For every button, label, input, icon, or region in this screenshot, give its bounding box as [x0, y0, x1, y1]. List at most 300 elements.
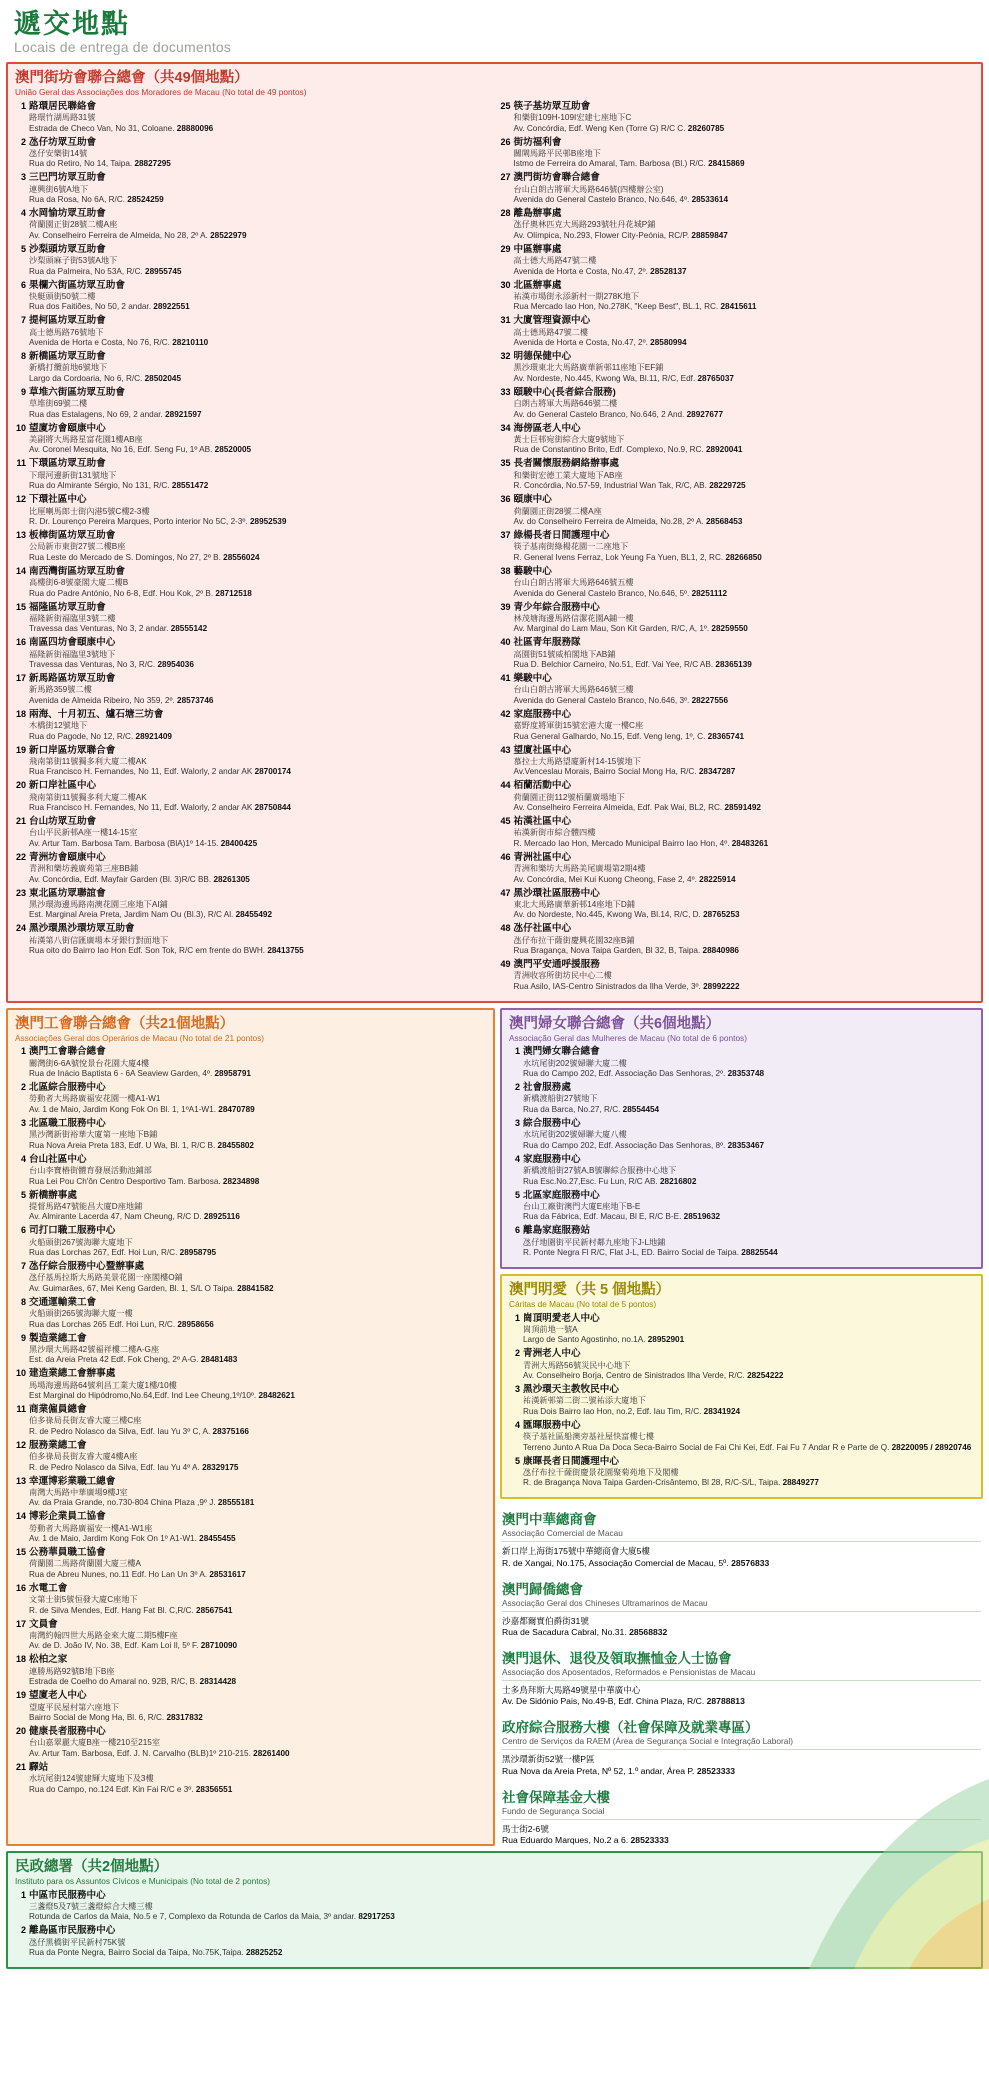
list-item [15, 1476, 486, 1509]
list-item [15, 1046, 486, 1079]
list-item [15, 1154, 486, 1187]
list-item [15, 1368, 486, 1401]
item-telephone: 28259550 [711, 624, 748, 634]
item-telephone: 28825252 [245, 1948, 283, 1958]
plain-title-pt: Associação dos Aposentados, Reformados e Pensionistas de Macau [502, 1667, 756, 1678]
item-telephone: 28356551 [195, 1784, 233, 1794]
item-number: 5 [20, 1189, 26, 1200]
item-telephone: 28261305 [213, 874, 250, 884]
item-address-pt: Rua dos Faitiões, No 50, 2 andar. 28922551 [29, 302, 190, 312]
item-name-cn: 青洲社區中心 [513, 851, 572, 863]
item-name-cn: 中區市民服務中心 [29, 1889, 106, 1901]
item-name-cn: 社會服務處 [523, 1082, 571, 1094]
item-body [29, 709, 490, 742]
item-address-cn: 伯多祿局長街友睿大廈三樓C座 [29, 1416, 142, 1426]
item-telephone: 28251112 [691, 588, 728, 598]
item-body [29, 1762, 486, 1795]
item-address-pt: Av. Olímpica, No.293, Flower City-Peónia, RC/P. 28859847 [513, 230, 728, 240]
section-operarios [6, 1008, 495, 1846]
list-item [15, 1082, 486, 1115]
item-address-cn: 伯多祿局長街友睿大廈4樓A座 [29, 1452, 138, 1462]
item-address-cn: 荷蘭園正街112號栢蘭廣場地下 [513, 792, 625, 802]
item-address-cn: 氹仔布拉干薩街慶興花園32座B鋪 [513, 935, 635, 945]
item-address-cn: 關閘馬路平民邨B座地下 [513, 148, 601, 158]
item-number: 8 [20, 1296, 26, 1307]
item-address-pt: Rua da Fábrica, Edf. Macau, Bl E, R/C B-E. 28519632 [523, 1212, 721, 1222]
list-item [509, 1190, 974, 1223]
plain-section [500, 1716, 983, 1776]
item-telephone: 28580994 [650, 338, 687, 348]
list-item [500, 602, 975, 635]
item-name-cn: 新口岸社區中心 [29, 780, 97, 792]
item-address-cn: 青洲和樂坊大馬路美尾廣場第2期4樓 [513, 864, 646, 874]
item-name-cn: 建造業總工會辦事處 [29, 1368, 116, 1380]
item-number: 37 [500, 530, 511, 541]
item-number: 20 [15, 780, 26, 791]
item-number: 8 [20, 351, 26, 362]
item-address-cn: 台山工廠街澳門大廈E座地下B-E [523, 1201, 641, 1211]
item-name-cn: 長者關懷服務網絡辦事處 [513, 458, 620, 470]
item-address-cn: 嘉野度將軍街15號宏港大廈一樓C座 [513, 721, 644, 731]
item-address-cn: 木橋街12號地下 [29, 721, 88, 731]
item-telephone: 28481483 [200, 1355, 238, 1365]
item-body [29, 530, 490, 563]
item-name-cn: 交通運輸業工會 [29, 1296, 97, 1308]
plain-address-pt: Rua de Sacadura Cabral, No.31. 28568832 [502, 1626, 668, 1637]
item-telephone: 28555142 [170, 624, 208, 634]
item-address-pt: Rua da Palmeira, No 53A, R/C. 28955745 [29, 266, 182, 276]
item-address-cn: 氹仔安樂街14號 [29, 148, 88, 158]
list-item [15, 458, 490, 491]
item-name-cn: 東北區坊眾聯誼會 [29, 887, 106, 899]
item-body [29, 888, 490, 921]
item-body [514, 387, 975, 420]
item-body [29, 1046, 486, 1079]
section-subtitle: Instituto para os Assuntos Cívicos e Municipais (No total de 2 pontos) [15, 1876, 271, 1887]
item-address-pt: Av. Guimarães, 67, Mei Keng Garden, Bl. 1, S/L O Taipa. 28841582 [29, 1283, 274, 1293]
item-number: 2 [20, 136, 26, 147]
item-address-cn: 慕拉士大馬路望廈新村14-15號地下 [513, 756, 641, 766]
section-subtitle: Cáritas de Macau (No total de 5 pontos) [509, 1299, 657, 1310]
plain-address-cn: 沙嘉都爾實伯爵街31號 [502, 1615, 589, 1626]
item-number: 36 [500, 494, 511, 505]
item-address-pt: Rua Asilo, IAS-Centro Sinistrados da Ilha Verde, 3º. 28992222 [513, 981, 740, 991]
item-telephone: 28922551 [153, 302, 190, 312]
plain-section [500, 1578, 983, 1638]
item-name-cn: 兩海、十月初五、爐石塘三坊會 [29, 708, 164, 720]
entry-list-civicos [15, 1890, 974, 1959]
list-item [15, 1297, 486, 1330]
item-name-cn: 板樟街區坊眾互助會 [29, 530, 116, 542]
item-name-cn: 北區辦事處 [513, 279, 562, 291]
item-name-cn: 祐漢社區中心 [513, 816, 572, 828]
item-address-pt: Rua de Abreu Nunes, no.11 Edf. Ho Lan Un 3º A. 28531617 [29, 1569, 246, 1579]
plain-title-cn: 政府綜合服務大樓（社會保障及就業專區） [502, 1720, 759, 1736]
section-header-mulheres [509, 1015, 974, 1043]
section-title: 民政總署（共2個地點） [15, 1859, 169, 1876]
divider [502, 1611, 981, 1612]
list-item [15, 1118, 486, 1151]
item-address-cn: 新橋渡船街27號A,B號聯綜合服務中心地下 [523, 1166, 677, 1176]
list-item [509, 1384, 974, 1417]
item-address-cn: 和樂街109H-109I宏建七座地下C [513, 113, 632, 123]
item-address-pt: R. de Silva Mendes, Edf. Hang Fat Bl. C,R/C. 28567541 [29, 1605, 233, 1615]
plain-telephone: 28523333 [696, 1765, 736, 1776]
list-item [500, 494, 975, 527]
item-number: 13 [15, 1475, 26, 1486]
item-telephone: 28859847 [691, 230, 728, 240]
item-address-cn: 望廈平民屋村第六座地下 [29, 1702, 120, 1712]
item-name-cn: 南西灣街區坊眾互助會 [29, 565, 125, 577]
list-item [500, 566, 975, 599]
item-address-cn: 福隆新街福臨里3號二樓 [29, 613, 116, 623]
item-number: 30 [500, 279, 511, 290]
item-address-pt: Av. do General Castelo Branco, No.646, 2 And. 28927677 [513, 409, 724, 419]
item-name-cn: 福隆區坊眾互助會 [29, 601, 106, 613]
item-address-cn: 荷蘭園二馬路荷蘭園大廈三樓A [29, 1559, 141, 1569]
section-civicos [6, 1851, 983, 1969]
item-address-cn: 台山嘉翠麗大廈B座一樓210至215室 [29, 1738, 161, 1748]
item-name-cn: 離島家庭服務站 [523, 1225, 591, 1237]
item-address-cn: 比厘喇馬郎士街內港5號C樓2-3樓 [29, 506, 150, 516]
item-name-cn: 街坊福利會 [513, 136, 562, 148]
item-address-cn: 水坑尾街124號建輝大廈地下及3樓 [29, 1774, 154, 1784]
item-address-cn: 火船頭街267號海聯大廈地下 [29, 1237, 133, 1247]
item-body [514, 315, 975, 348]
item-name-cn: 社區青年服務隊 [513, 637, 581, 649]
item-address-pt: Est Marginal do Hipódromo,No.64,Edf. Ind Lee Cheung,1º/10º. 28482621 [29, 1391, 295, 1401]
plain-section [500, 1647, 983, 1707]
list-item [15, 816, 490, 849]
item-name-cn: 松柏之家 [29, 1654, 68, 1666]
item-telephone: 28531617 [209, 1569, 246, 1579]
item-number: 6 [20, 1225, 26, 1236]
item-body [514, 208, 975, 241]
item-address-cn: 台山白朗古將軍大馬路646號五樓 [513, 578, 634, 588]
item-body [514, 637, 975, 670]
item-address-pt: R. de Pedro Nolasco da Silva, Edf. Iau Yu 4º A. 28329175 [29, 1462, 239, 1472]
plain-title-cn: 澳門退休、退役及領取撫恤金人士協會 [502, 1651, 732, 1667]
list-item [15, 1190, 486, 1223]
item-address-cn: 祐漢新邨第二街二號祐添大廈地下 [523, 1396, 646, 1406]
item-address-pt: Av. Artur Tam. Barbosa, Edf. J. N. Carvalho (BLB)1º 210-215. 28261400 [29, 1748, 290, 1758]
item-number: 17 [15, 673, 26, 684]
item-address-cn: 快艇頭街50號二樓 [29, 291, 96, 301]
item-telephone: 28927677 [686, 409, 724, 419]
item-body [514, 780, 975, 813]
item-number: 18 [15, 708, 26, 719]
item-address-cn: 黑沙環東北大馬路廣華新邨11座地下EF鋪 [513, 363, 664, 373]
item-telephone: 28413755 [267, 946, 304, 956]
item-body [29, 458, 490, 491]
item-name-cn: 青少年綜合服務中心 [513, 601, 600, 613]
item-telephone: 28353467 [727, 1140, 765, 1150]
plain-address-cn: 馬士街2-6號 [502, 1823, 549, 1834]
list-item [15, 530, 490, 563]
item-address-cn: 三盞燈5及7號三盞燈綜合大樓三樓 [29, 1901, 153, 1911]
item-name-cn: 下環社區中心 [29, 494, 87, 506]
item-number: 3 [514, 1117, 520, 1128]
item-address-pt: Rua Mercado Iao Hon, No.278K, "Keep Best", BL.1, RC. 28415611 [513, 302, 757, 312]
item-address-pt: Av. Conselheiro Ferreira Almeida, Edf. Pak Wai, BL2, RC. 28591492 [513, 803, 761, 813]
item-body [523, 1456, 974, 1489]
item-address-cn: 新橋打纜前地6號地下 [29, 363, 108, 373]
item-address-cn: 下環河邊新街131號地下 [29, 470, 117, 480]
item-address-cn: 文第士街5號恒發大廈C座地下 [29, 1595, 138, 1605]
list-item [15, 494, 490, 527]
item-name-cn: 提柯區坊眾互助會 [29, 315, 106, 327]
item-number: 35 [500, 458, 511, 469]
entry-list-caritas [509, 1313, 974, 1489]
item-number: 10 [15, 1368, 26, 1379]
item-number: 4 [514, 1153, 520, 1164]
item-telephone: 28216802 [659, 1176, 697, 1186]
item-address-pt: Rua do Campo 202, Edf. Associação Das Senhoras, 2º. 28353748 [523, 1069, 765, 1079]
item-address-cn: 勞動者大馬路廣福安花園一樓A1-W1 [29, 1094, 161, 1104]
item-number: 11 [16, 1404, 26, 1415]
list-item [15, 351, 490, 384]
list-item [500, 959, 975, 992]
item-address-cn: 水坑尾街202號婦聯大廈八樓 [523, 1130, 627, 1140]
item-address-cn: 台山白朗古將軍大馬路646號(四樓辦公室) [513, 184, 664, 194]
item-telephone: 28992222 [703, 981, 740, 991]
item-address-pt: Av. Conselheiro Borja, Centro de Sinistrados Ilha Verde, R/C. 28254222 [523, 1371, 784, 1381]
section-title: 澳門街坊會聯合總會（共49個地點） [15, 70, 249, 87]
item-address-cn: 高士德馬路76號地下 [29, 327, 104, 337]
item-name-cn: 黑沙環社區服務中心 [513, 887, 600, 899]
plain-address-cn: 新口岸上海街175號中華總商會大廈5樓 [502, 1546, 651, 1557]
item-body [29, 1654, 486, 1687]
item-body [514, 709, 975, 742]
item-name-cn: 樂駿中心 [513, 673, 552, 685]
item-address-pt: Rua oito do Bairro Iao Hon Edf. Son Tok, R/C em frente do BWH. 28413755 [29, 946, 304, 956]
list-item [15, 1511, 486, 1544]
item-number: 48 [500, 923, 511, 934]
list-item [500, 458, 975, 491]
item-telephone: 28314428 [199, 1677, 237, 1687]
list-item [500, 280, 975, 313]
item-body [29, 244, 490, 277]
item-body [29, 208, 490, 241]
item-body [523, 1190, 974, 1223]
section-subtitle: Associações Geral dos Operários de Macau (No total de 21 pontos) [15, 1033, 265, 1044]
plain-section [500, 1508, 983, 1568]
item-address-pt: Avenida do General Castelo Branco, No.646, 5º. 28251112 [513, 588, 728, 598]
item-number: 49 [500, 959, 511, 970]
item-number: 2 [20, 1082, 26, 1093]
entry-list-uniao-right [500, 101, 975, 993]
item-address-pt: Travessa das Venturas, No 3, R/C. 28954036 [29, 660, 194, 670]
item-telephone: 28921409 [135, 731, 172, 741]
item-telephone: 28567541 [196, 1605, 233, 1615]
list-item [15, 208, 490, 241]
item-body [29, 637, 490, 670]
item-name-cn: 青洲坊會頤康中心 [29, 851, 106, 863]
item-address-cn: 美副將大馬路星富花園1樓AB座 [29, 434, 143, 444]
list-item [500, 137, 975, 170]
item-telephone: 28958656 [177, 1319, 214, 1329]
item-address-cn: 高樓街6-8號豪閣大廈二樓B [29, 578, 129, 588]
item-telephone: 28365741 [707, 731, 745, 741]
plain-telephone: 28576833 [731, 1557, 770, 1568]
item-address-cn: 林茂塘海邊馬路信潔花園A鋪一樓 [513, 613, 634, 623]
item-address-cn: 水坑尾街202號婦聯大廈二樓 [523, 1058, 627, 1068]
item-address-cn: 新橋渡船街27號地下 [523, 1094, 598, 1104]
section-subtitle: União Geral das Associações dos Moradores de Macau (No total de 49 pontos) [15, 87, 307, 98]
item-name-cn: 家庭服務中心 [513, 708, 572, 720]
divider [502, 1819, 981, 1820]
item-body [29, 1619, 486, 1652]
item-telephone: 28958795 [179, 1248, 217, 1258]
divider [502, 1680, 981, 1681]
item-number: 1 [20, 1046, 26, 1057]
item-address-cn: 草堆街69號二樓 [29, 399, 88, 409]
item-body [29, 315, 490, 348]
item-name-cn: 司打口職工服務中心 [29, 1225, 116, 1237]
item-number: 33 [500, 386, 511, 397]
item-body [523, 1046, 974, 1079]
item-number: 26 [500, 136, 511, 147]
item-name-cn: 栢蘭活動中心 [513, 780, 572, 792]
item-name-cn: 健康長者服務中心 [29, 1726, 106, 1737]
item-address-pt: Rua das Lorchas 265 Edf. Hoi Lun, R/C. 28958656 [29, 1319, 214, 1329]
item-address-cn: 飛南第街11號獨多利大廈二樓AK [29, 792, 147, 802]
item-telephone: 28225914 [699, 874, 736, 884]
item-name-cn: 草堆六街區坊眾互助會 [29, 386, 125, 398]
list-item [509, 1420, 974, 1453]
item-number: 5 [514, 1455, 520, 1466]
item-body [29, 423, 490, 456]
list-item [509, 1082, 974, 1115]
item-body [29, 816, 490, 849]
item-number: 4 [20, 1153, 26, 1164]
item-name-cn: 台山坊眾互助會 [29, 816, 97, 828]
item-address-cn: 祐漢新街市綜合體四樓 [513, 828, 596, 838]
item-address-pt: Rua General Galhardo, No.15, Edf. Veng Ieng, 1º, C. 28365741 [513, 731, 745, 741]
entry-list-mulheres [509, 1046, 974, 1258]
item-name-cn: 路環居民聯絡會 [29, 100, 97, 112]
list-item [500, 888, 975, 921]
item-body [29, 172, 490, 205]
item-telephone: 28551472 [171, 481, 209, 491]
item-name-cn: 台山社區中心 [29, 1153, 87, 1165]
item-address-cn: 高園街51號威柏閣地下AB鋪 [513, 649, 616, 659]
item-name-cn: 氹仔社區中心 [513, 923, 572, 935]
item-body [514, 745, 975, 778]
item-number: 6 [20, 279, 26, 290]
item-telephone: 28827295 [134, 159, 171, 169]
item-number: 9 [20, 1332, 26, 1343]
item-body [29, 101, 490, 134]
item-address-cn: 台山白朗古將軍大馬路646號三樓 [513, 685, 634, 695]
item-body [514, 351, 975, 384]
section-title: 澳門工會聯合總會（共21個地點） [15, 1015, 235, 1032]
item-name-cn: 大廈管理資源中心 [513, 315, 591, 327]
item-body [29, 566, 490, 599]
section-title: 澳門婦女聯合總會（共6個地點） [509, 1015, 721, 1032]
item-number: 32 [500, 351, 511, 362]
item-name-cn: 北區綜合服務中心 [29, 1082, 106, 1094]
item-address-cn: 黑沙環海邊馬路南澳花園三座地下AI鋪 [29, 899, 168, 909]
item-address-cn: 氹仔布拉干薩街慶景花園聚菊苑地下及閣樓 [523, 1467, 679, 1477]
item-address-pt: Av. Nordeste, No.445, Kwong Wa, Bl.11, R/C, Edf. 28765037 [513, 373, 734, 383]
list-item [509, 1225, 974, 1258]
list-item [15, 673, 490, 706]
item-telephone: 28415611 [720, 302, 757, 312]
list-item [500, 530, 975, 563]
list-item [500, 637, 975, 670]
item-address-cn: 氹仔黑橋街平民新村75K號 [29, 1937, 126, 1947]
list-item [500, 387, 975, 420]
item-name-cn: 沙梨頭坊眾互助會 [29, 243, 106, 255]
list-item [15, 1225, 486, 1258]
item-name-cn: 北區職工服務中心 [29, 1117, 106, 1129]
section-mulheres [500, 1008, 983, 1269]
list-item [15, 244, 490, 277]
item-address-pt: R. de Bragança Nova Taipa Garden-Crisântemo, Bl 28, R/C-S/L, Taipa. 28849277 [523, 1478, 819, 1488]
list-item [15, 709, 490, 742]
item-name-cn: 崗頂明愛老人中心 [523, 1312, 600, 1324]
column-right [500, 1008, 983, 1846]
item-body [29, 1333, 486, 1366]
item-telephone: 28220095 / 28920746 [891, 1442, 972, 1452]
item-address-pt: Av. do Conselheiro Ferreira de Almeida, No.28, 2º A. 28568453 [513, 517, 743, 527]
list-item [500, 423, 975, 456]
item-telephone: 28266850 [725, 552, 762, 562]
item-name-cn: 製造業總工會 [29, 1332, 87, 1344]
list-item [500, 351, 975, 384]
item-name-cn: 離島辦事處 [513, 208, 562, 220]
item-name-cn: 望廈坊會頤康中心 [29, 422, 106, 434]
item-name-cn: 水岡愉坊眾互助會 [29, 208, 106, 220]
item-number: 46 [500, 851, 511, 862]
item-telephone: 28554454 [622, 1104, 660, 1114]
item-body [514, 280, 975, 313]
item-address-cn: 新馬路359號二樓 [29, 685, 92, 695]
item-number: 15 [15, 1547, 26, 1558]
plain-title-pt: Associação Comercial de Macau [502, 1528, 623, 1539]
item-number: 3 [514, 1384, 520, 1395]
item-name-cn: 望廈社區中心 [513, 744, 572, 756]
section-caritas [500, 1274, 983, 1499]
item-number: 10 [15, 422, 26, 433]
item-name-cn: 匯暉服務中心 [523, 1419, 581, 1431]
item-number: 39 [500, 601, 511, 612]
item-name-cn: 澳門街坊會聯合總會 [513, 172, 600, 184]
item-telephone: 28750844 [254, 803, 291, 813]
item-name-cn: 新馬路區坊眾互助會 [29, 673, 116, 685]
item-name-cn: 望廈老人中心 [29, 1690, 87, 1702]
item-telephone: 28522979 [210, 230, 247, 240]
item-body [514, 101, 975, 134]
item-telephone: 28455802 [217, 1140, 254, 1150]
item-address-cn: 連勝馬路92號B地下B座 [29, 1666, 115, 1676]
item-name-cn: 家庭服務中心 [523, 1153, 581, 1165]
item-address-cn: 火船頭街265號海聯大廈一樓 [29, 1309, 133, 1319]
item-telephone: 28955745 [145, 266, 182, 276]
item-telephone: 28920041 [706, 445, 743, 455]
item-address-cn: 氹仔奧林匹克大馬路293號牡丹花城P鋪 [513, 220, 656, 230]
item-telephone: 28260785 [687, 123, 725, 133]
item-telephone: 28341924 [703, 1406, 741, 1416]
item-address-pt: R. General Ivens Ferraz, Lok Yeung Fa Yuen, BL1, 2, RC. 28266850 [513, 552, 762, 562]
item-address-pt: Avenida de Horta e Costa, No 76, R/C. 28210110 [29, 338, 209, 348]
item-address-pt: Av. 1 de Maio, Jardim Kong Fok On Bl. 1, 1ºA1-W1. 28470789 [29, 1104, 255, 1114]
item-number: 43 [500, 744, 511, 755]
plain-section [500, 1786, 983, 1846]
item-address-cn: 氹仔地圍街平民新村鄰九座地下J-L地鋪 [523, 1237, 666, 1247]
list-item [15, 137, 490, 170]
